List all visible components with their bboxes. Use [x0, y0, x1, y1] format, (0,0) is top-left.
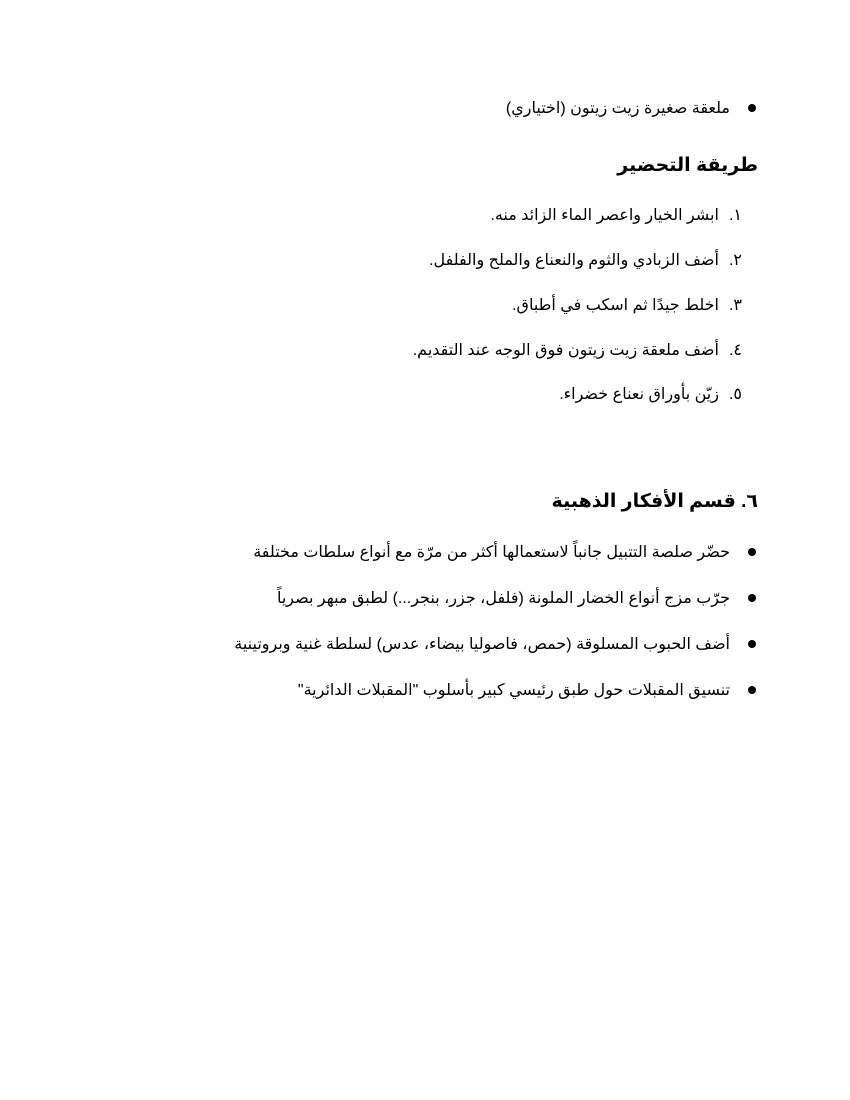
bullet-icon — [748, 686, 756, 694]
preparation-step — [82, 203, 742, 227]
step-text: أضف الزبادي والثوم والنعناع والملح والفلفل. — [429, 252, 719, 269]
golden-idea-text: أضف الحبوب المسلوقة (حمص، فاصوليا بيضاء، عدس) لسلطة غنية وبروتينية — [234, 636, 730, 653]
bullet-icon — [748, 594, 756, 602]
step-number: ٢. — [728, 252, 742, 269]
golden-idea-item — [96, 586, 756, 610]
step-text: زيّن بأوراق نعناع خضراء. — [559, 386, 719, 403]
step-text: اخلط جيدًا ثم اسكب في أطباق. — [512, 297, 719, 314]
preparation-step — [82, 248, 742, 272]
golden-idea-item — [96, 540, 756, 564]
bullet-icon — [748, 104, 756, 112]
golden-ideas-heading: ٦. قسم الأفكار الذهبية — [551, 491, 758, 512]
preparation-step — [82, 293, 742, 317]
ingredient-text: ملعقة صغيرة زيت زيتون (اختياري) — [505, 100, 730, 117]
golden-idea-item — [96, 678, 756, 702]
step-number: ٥. — [728, 386, 742, 403]
preparation-step — [82, 338, 742, 362]
step-number: ٣. — [728, 297, 742, 314]
step-number: ٤. — [728, 342, 742, 359]
preparation-heading: طريقة التحضير — [617, 155, 758, 176]
golden-idea-item — [96, 632, 756, 656]
step-text: ابشر الخيار واعصر الماء الزائد منه. — [490, 207, 719, 224]
golden-idea-text: حضّر صلصة التتبيل جانباً لاستعمالها أكثر من مرّة مع أنواع سلطات مختلفة — [253, 544, 730, 561]
ingredient-list-item — [96, 96, 756, 120]
step-number: ١. — [728, 207, 742, 224]
preparation-step — [82, 382, 742, 406]
bullet-icon — [748, 640, 756, 648]
golden-idea-text: تنسيق المقبلات حول طبق رئيسي كبير بأسلوب "المقبلات الدائرية" — [297, 682, 730, 699]
step-text: أضف ملعقة زيت زيتون فوق الوجه عند التقديم. — [412, 342, 719, 359]
golden-idea-text: جرّب مزج أنواع الخضار الملونة (فلفل، جزر، بنجر...) لطبق مبهر بصرياً — [276, 590, 730, 607]
bullet-icon — [748, 548, 756, 556]
